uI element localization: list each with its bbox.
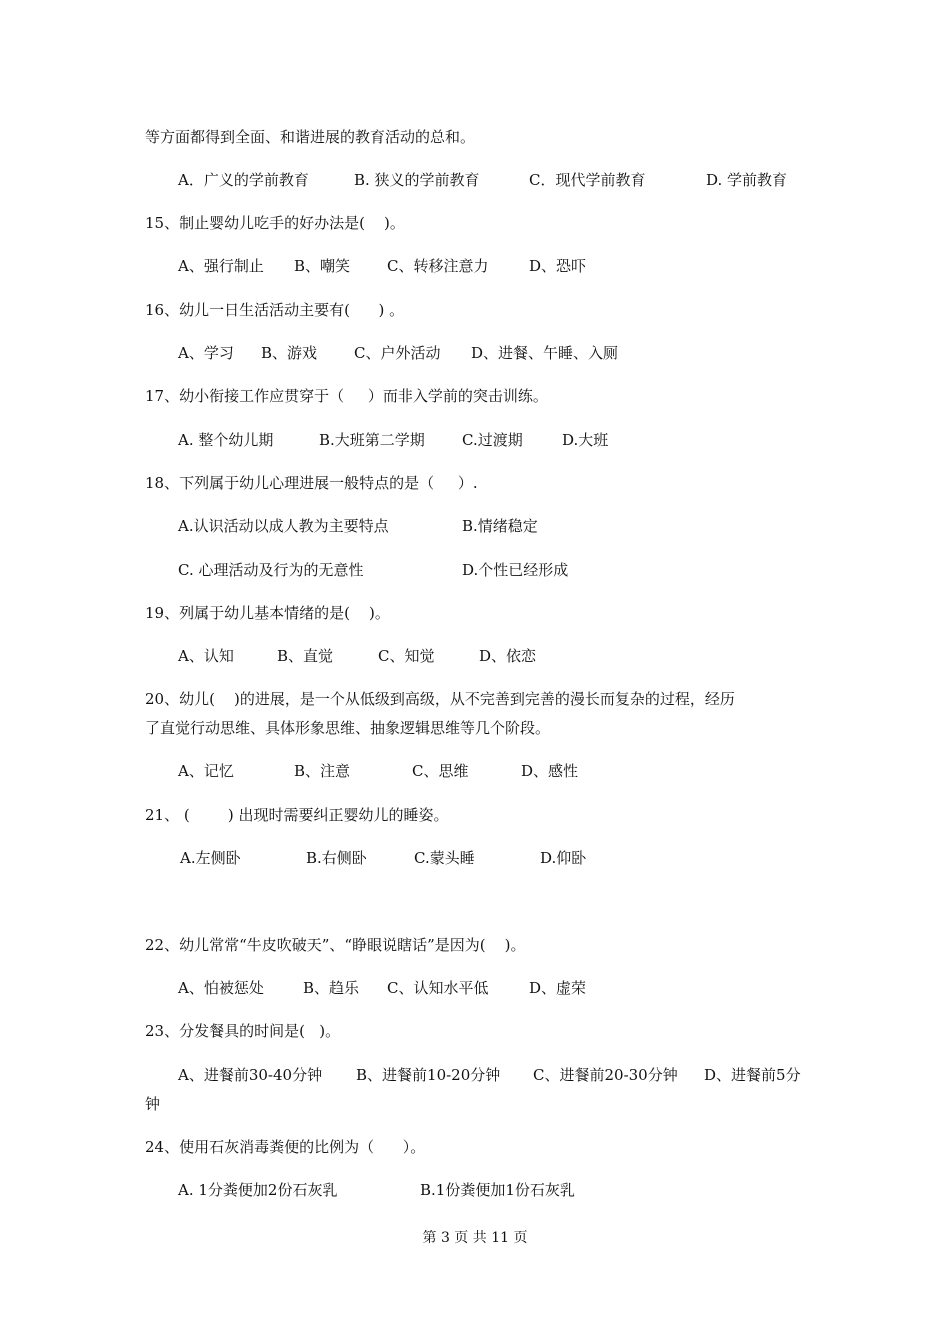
q14-option-c: C．现代学前教育 xyxy=(529,171,646,189)
option-d: D.仰卧 xyxy=(540,849,587,867)
option-c: C、转移注意力 xyxy=(387,257,489,275)
option-a: A.认识活动以成人教为主要特点 xyxy=(178,517,389,535)
option-b: B、嘲笑 xyxy=(294,257,351,275)
option-d: D.大班 xyxy=(562,431,609,449)
option-d: D、依恋 xyxy=(479,647,537,665)
option-a: A.左侧卧 xyxy=(180,849,241,867)
option-a: A、强行制止 xyxy=(178,257,264,275)
option-c: C.蒙头睡 xyxy=(414,849,475,867)
option-b: B.1份粪便加1份石灰乳 xyxy=(420,1181,575,1199)
question-stem: 21、 ( ) 出现时需要纠正婴幼儿的睡姿。 xyxy=(145,806,449,824)
option-d: D、虚荣 xyxy=(529,979,587,997)
option-c: C、进餐前20-30分钟 xyxy=(533,1066,678,1084)
option-b: B、游戏 xyxy=(261,344,318,362)
question-stem: 19、列属于幼儿基本情绪的是( )。 xyxy=(145,604,390,622)
question-stem: 24、使用石灰消毒粪便的比例为（ ）。 xyxy=(145,1138,426,1156)
option-c: C、知觉 xyxy=(378,647,435,665)
option-c: C、思维 xyxy=(412,762,469,780)
question-stem: 22、幼儿常常“牛皮吹破天”、“睁眼说瞎话”是因为( )。 xyxy=(145,936,526,954)
option-c: C、认知水平低 xyxy=(387,979,489,997)
option-a: A、进餐前30-40分钟 xyxy=(178,1066,323,1084)
q14-option-a: A．广义的学前教育 xyxy=(178,171,309,189)
option-d: D、进餐、午睡、入厕 xyxy=(471,344,619,362)
question-stem-line-2: 了直觉行动思维、具体形象思维、抽象逻辑思维等几个阶段。 xyxy=(145,719,551,737)
option-c: C. 心理活动及行为的无意性 xyxy=(178,561,364,579)
option-a: A、学习 xyxy=(178,344,234,362)
option-b: B、直觉 xyxy=(277,647,334,665)
q14-option-d: D. 学前教育 xyxy=(706,171,788,189)
option-d: D、恐吓 xyxy=(529,257,587,275)
question-stem: 17、幼小衔接工作应贯穿于（ ）而非入学前的突击训练。 xyxy=(145,387,548,405)
option-c: C.过渡期 xyxy=(462,431,523,449)
option-b: B.情绪稳定 xyxy=(462,517,538,535)
option-b: B.大班第二学期 xyxy=(319,431,425,449)
page-footer: 第 3 页 共 11 页 xyxy=(422,1230,528,1246)
option-a: A. 整个幼儿期 xyxy=(178,431,274,449)
intro-continuation: 等方面都得到全面、和谐进展的教育活动的总和。 xyxy=(145,128,476,146)
option-a: A、记忆 xyxy=(178,762,234,780)
question-stem: 23、分发餐具的时间是( )。 xyxy=(145,1022,341,1040)
option-d: D.个性已经形成 xyxy=(462,561,569,579)
option-b: B.右侧卧 xyxy=(306,849,367,867)
option-d: D、进餐前5分 xyxy=(704,1066,801,1084)
question-stem-line-1: 20、幼儿( )的进展，是一个从低级到高级，从不完善到完善的漫长而复杂的过程，经历 xyxy=(145,690,735,708)
option-d-wrap: 钟 xyxy=(145,1095,161,1113)
option-b: B、进餐前10-20分钟 xyxy=(356,1066,501,1084)
question-stem: 16、幼儿一日生活活动主要有( ) 。 xyxy=(145,301,405,319)
q14-option-b: B. 狭义的学前教育 xyxy=(354,171,480,189)
option-b: B、注意 xyxy=(294,762,351,780)
question-stem: 18、下列属于幼儿心理进展一般特点的是（ ）. xyxy=(145,474,478,492)
option-b: B、趋乐 xyxy=(303,979,360,997)
option-a: A、认知 xyxy=(178,647,234,665)
option-c: C、户外活动 xyxy=(354,344,441,362)
option-d: D、感性 xyxy=(521,762,579,780)
option-a: A. 1分粪便加2份石灰乳 xyxy=(178,1181,338,1199)
option-a: A、怕被惩处 xyxy=(178,979,264,997)
question-stem: 15、制止婴幼儿吃手的好办法是( )。 xyxy=(145,214,405,232)
